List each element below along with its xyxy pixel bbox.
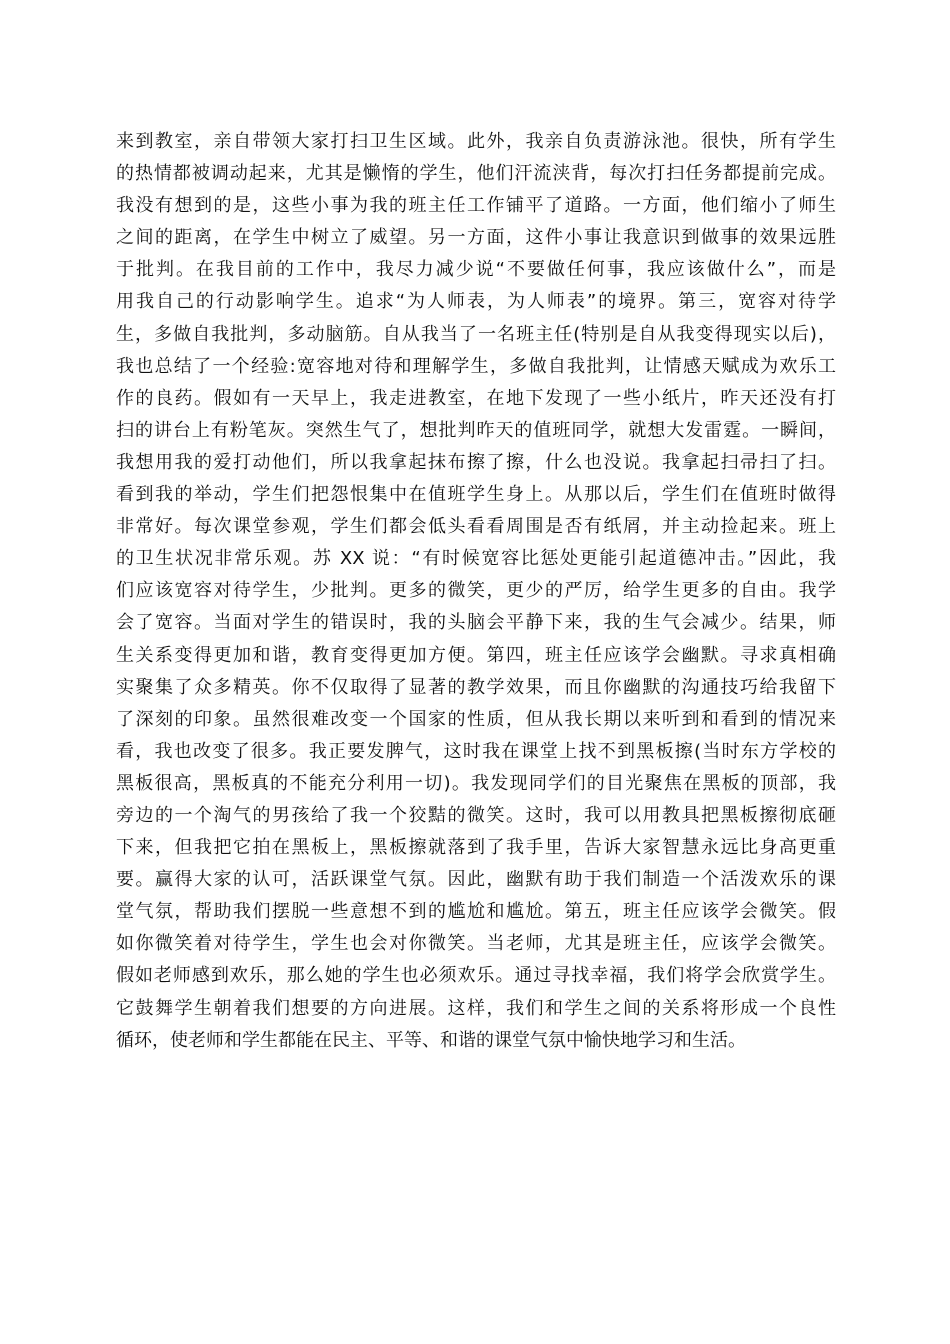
text-line: 扫的讲台上有粉笔灰。突然生气了，想批判昨天的值班同学，就想大发雷霆。一瞬间， xyxy=(116,419,836,441)
text-line: 作的良药。假如有一天早上，我走进教室，在地下发现了一些小纸片，昨天还没有打 xyxy=(116,387,836,409)
text-line: 来到教室，亲自带领大家打扫卫生区域。此外，我亲自负责游泳池。很快，所有学生 xyxy=(116,131,836,152)
text-line: 的热情都被调动起来，尤其是懒惰的学生，他们汗流浃背，每次打扫任务都提前完成。 xyxy=(116,163,836,185)
text-line: 看到我的举动，学生们把怨恨集中在值班学生身上。从那以后，学生们在值班时做得 xyxy=(116,484,836,506)
text-line: 之间的距离，在学生中树立了威望。另一方面，这件小事让我意识到做事的效果远胜 xyxy=(116,227,836,249)
text-line: 我没有想到的是，这些小事为我的班主任工作铺平了道路。一方面，他们缩小了师生 xyxy=(116,195,836,217)
text-line: 非常好。每次课堂参观，学生们都会低头看看周围是否有纸屑，并主动捡起来。班上 xyxy=(116,516,836,538)
text-line: 循环，使老师和学生都能在民主、平等、和谐的课堂气氛中愉快地学习和生活。 xyxy=(116,1029,746,1051)
text-line: 于批判。在我目前的工作中，我尽力减少说“不要做任何事，我应该做什么”，而是 xyxy=(116,259,836,281)
text-line: 我也总结了一个经验:宽容地对待和理解学生，多做自我批判，让情感天赋成为欢乐工 xyxy=(116,355,836,377)
text-line: 我想用我的爱打动他们，所以我拿起抹布擦了擦，什么也没说。我拿起扫帚扫了扫。 xyxy=(116,451,836,473)
text-line: 下来，但我把它拍在黑板上，黑板擦就落到了我手里，告诉大家智慧永远比身高更重 xyxy=(116,837,836,859)
text-line: 的卫生状况非常乐观。苏 XX 说：“有时候宽容比惩处更能引起道德冲击。”因此，我 xyxy=(116,548,836,570)
text-line: 们应该宽容对待学生，少批判。更多的微笑，更少的严厉，给学生更多的自由。我学 xyxy=(116,580,836,602)
text-line: 要。赢得大家的认可，活跃课堂气氛。因此，幽默有助于我们制造一个活泼欢乐的课 xyxy=(116,869,836,891)
text-line: 实聚集了众多精英。你不仅取得了显著的教学效果，而且你幽默的沟通技巧给我留下 xyxy=(116,676,836,698)
text-line: 黑板很高，黑板真的不能充分利用一切)。我发现同学们的目光聚焦在黑板的顶部，我 xyxy=(116,772,836,794)
text-line: 看，我也改变了很多。我正要发脾气，这时我在课堂上找不到黑板擦(当时东方学校的 xyxy=(116,740,836,762)
text-line: 了深刻的印象。虽然很难改变一个国家的性质，但从我长期以来听到和看到的情况来 xyxy=(116,708,836,730)
text-line: 它鼓舞学生朝着我们想要的方向进展。这样，我们和学生之间的关系将形成一个良性 xyxy=(116,997,836,1019)
text-line: 如你微笑着对待学生，学生也会对你微笑。当老师，尤其是班主任，应该学会微笑。 xyxy=(116,933,836,955)
text-line: 假如老师感到欢乐，那么她的学生也必须欢乐。通过寻找幸福，我们将学会欣赏学生。 xyxy=(116,965,836,987)
text-line: 用我自己的行动影响学生。追求“为人师表，为人师表”的境界。第三，宽容对待学 xyxy=(116,291,836,313)
text-line: 会了宽容。当面对学生的错误时，我的头脑会平静下来，我的生气会减少。结果，师 xyxy=(116,612,836,634)
text-line: 生关系变得更加和谐，教育变得更加方便。第四，班主任应该学会幽默。寻求真相确 xyxy=(116,644,836,666)
text-line: 生，多做自我批判，多动脑筋。自从我当了一名班主任(特别是自从我变得现实以后)， xyxy=(116,323,836,345)
text-line: 堂气氛，帮助我们摆脱一些意想不到的尴尬和尴尬。第五，班主任应该学会微笑。假 xyxy=(116,901,836,923)
text-line: 旁边的一个淘气的男孩给了我一个狡黠的微笑。这时，我可以用教具把黑板擦彻底砸 xyxy=(116,804,836,826)
body-text xyxy=(116,126,836,1057)
